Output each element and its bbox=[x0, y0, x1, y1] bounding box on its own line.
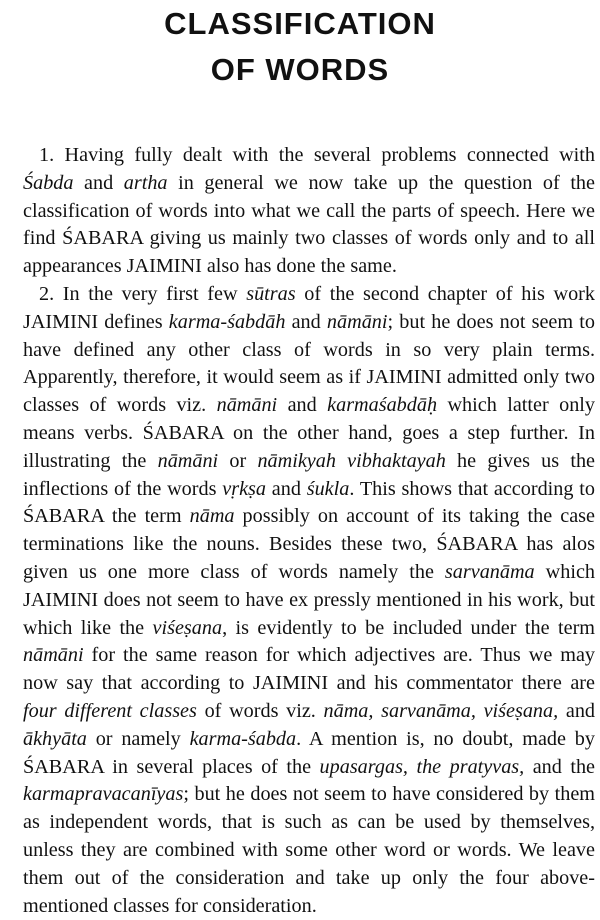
paragraph-1 bbox=[23, 142, 595, 281]
title-line-2: OF WORDS bbox=[210, 52, 390, 87]
text-run: possibly on account of its taking the case terminations like the nouns. Besides these two, ŚABARA has alos given us one more class of words namely the bbox=[23, 505, 595, 583]
text-run: 1. Having fully dealt with the several problems connected with bbox=[39, 144, 595, 166]
italic-term: upasargas, the pratyvas, bbox=[319, 755, 525, 778]
text-run: he gives us the inflections of the words bbox=[23, 449, 595, 500]
italic-term: sūtras bbox=[246, 282, 296, 305]
body-text bbox=[23, 142, 595, 920]
italic-term: nāma bbox=[189, 505, 235, 528]
text-run: ; but he does not seem to have considered by them as independent words, that is such as can be used by themselves, unless they are combined with some other word or words. We leave them out of the consideration and take up only the four above-mentioned classes for consideration. bbox=[23, 783, 595, 917]
italic-term: four different classes bbox=[23, 699, 197, 722]
text-run: and bbox=[265, 477, 307, 500]
italic-term: sarvanāma bbox=[444, 560, 535, 583]
text-run: in general we now take up the question of the classification of words into what we call the parts of speech. Here we find ŚABARA giving us mainly two classes of words only and to all appearances JAIMINI also has done the same. bbox=[23, 171, 595, 278]
text-run: and bbox=[277, 394, 328, 417]
italic-term: nāmāni bbox=[157, 449, 219, 472]
text-run: or namely bbox=[86, 727, 190, 750]
text-run: or bbox=[218, 449, 258, 472]
text-run: and the bbox=[524, 755, 596, 778]
text-run: and bbox=[558, 699, 596, 722]
page-title bbox=[0, 1, 600, 93]
text-run: for the same reason for which adjectives are. Thus we may now say that according to JAIMINI and his commentator there are bbox=[23, 644, 595, 695]
text-run: . A mention is, no doubt, made by ŚABARA in several places of the bbox=[23, 727, 595, 778]
italic-term: karma-śabdāh bbox=[168, 310, 286, 333]
text-run: of the second chapter of his work JAIMINI defines bbox=[23, 282, 595, 333]
text-run: which JAIMINI does not seem to have ex pressly mentioned in his work, but which like the bbox=[23, 560, 595, 639]
text-run: which latter only means verbs. ŚABARA on the other hand, goes a step further. In illustrating the bbox=[23, 394, 595, 472]
text-run: , is evidently to be included under the term bbox=[222, 616, 595, 639]
italic-term: karmapravacanīyas bbox=[23, 783, 184, 806]
text-run: and bbox=[73, 171, 124, 194]
title-line-1: CLASSIFICATION bbox=[164, 6, 436, 41]
italic-term: nāmāni bbox=[216, 394, 278, 417]
text-run: 2. In the very first few bbox=[39, 282, 247, 305]
paragraph-2 bbox=[23, 281, 595, 920]
italic-term: nāmikyah vibhaktayah bbox=[257, 449, 446, 472]
italic-term: nāma, sarvanāma, viśeṣana, bbox=[323, 699, 559, 722]
italic-term: ākhyāta bbox=[23, 727, 87, 750]
text-run: ; but he does not seem to have defined any other class of words in so very plain terms. Apparently, therefore, it would seem as if JAIMINI admitted only two classes of words viz. bbox=[23, 310, 595, 417]
italic-term: Śabda bbox=[23, 171, 74, 194]
text-run: of words viz. bbox=[196, 699, 324, 722]
italic-term: śukla bbox=[306, 477, 350, 500]
italic-term: nāmāni bbox=[326, 310, 388, 333]
italic-term: karmaśabdāḥ bbox=[327, 394, 438, 417]
italic-term: nāmāni bbox=[23, 644, 84, 667]
italic-term: karma-śabda bbox=[189, 727, 297, 750]
text-run: and bbox=[285, 310, 327, 333]
italic-term: viśeṣana bbox=[152, 616, 223, 639]
text-run: . This shows that according to ŚABARA the term bbox=[23, 477, 595, 528]
italic-term: vṛkṣa bbox=[222, 477, 266, 500]
italic-term: artha bbox=[123, 171, 168, 194]
